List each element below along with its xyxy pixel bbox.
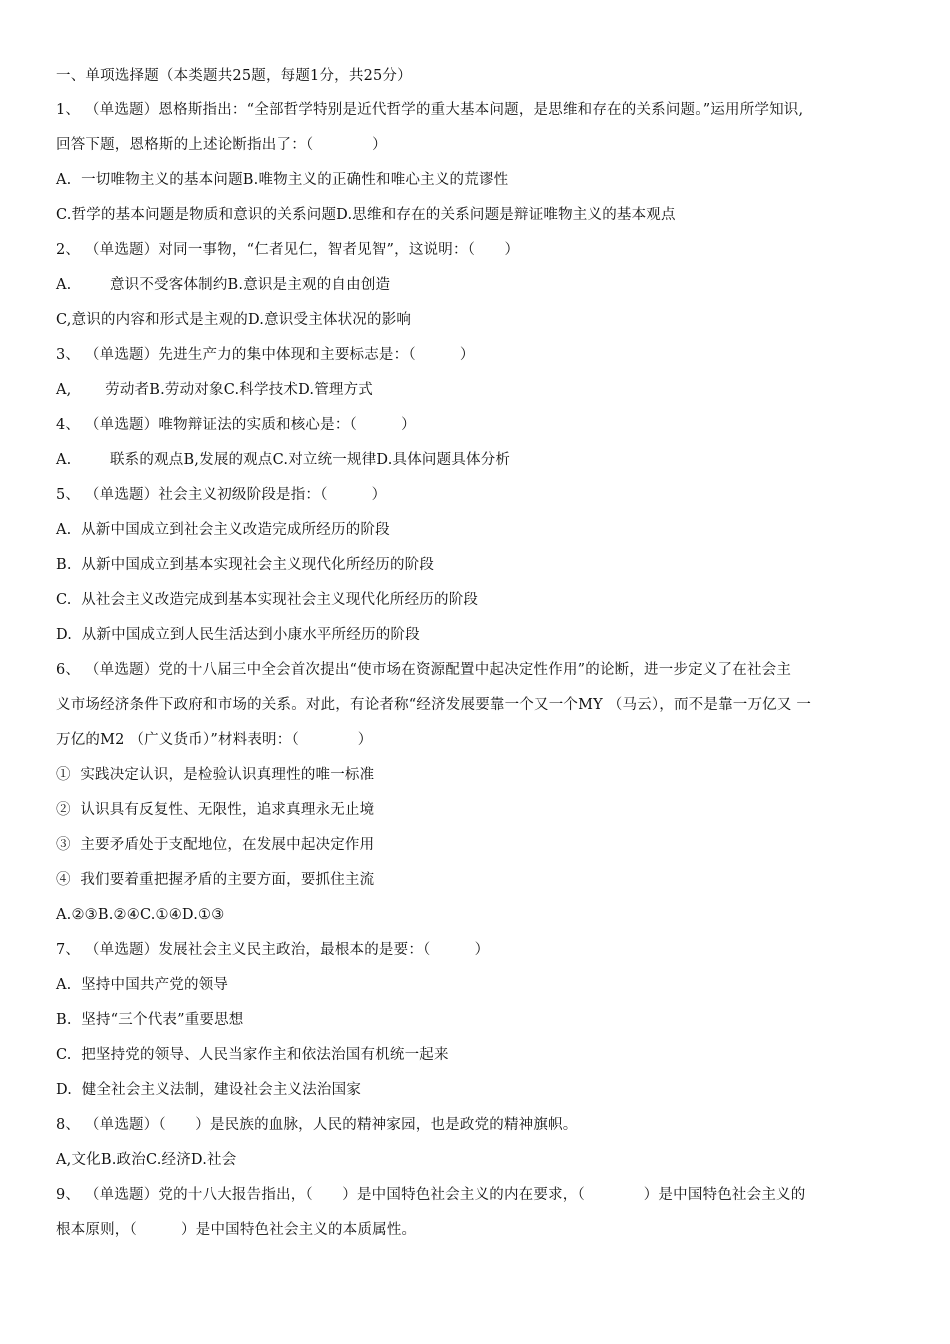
question-3-options: A, 劳动者B.劳动对象C.科学技术D.管理方式 <box>56 382 374 398</box>
section-heading: 一、单项选择题（本类题共25题，每题1分，共25分） <box>56 68 412 84</box>
question-6-statement-3: ③ 主要矛盾处于支配地位，在发展中起决定作用 <box>56 837 375 853</box>
question-6-statement-2: ② 认识具有反复性、无限性，追求真理永无止境 <box>56 802 375 818</box>
question-5-stem: 5、 （单选题）社会主义初级阶段是指：（ ） <box>56 487 387 503</box>
question-6-statement-4: ④ 我们要着重把握矛盾的主要方面，要抓住主流 <box>56 872 375 888</box>
question-2-stem: 2、 （单选题）对同一事物，“仁者见仁，智者见智”，这说明：（ ） <box>56 242 520 258</box>
question-1-stem-cont: 回答下题，恩格斯的上述论断指出了：（ ） <box>56 137 387 153</box>
question-1-stem: 1、 （单选题）恩格斯指出：“全部哲学特别是近代哲学的重大基本问题，是思维和存在的关系问题。”运用所学知识, <box>56 102 804 118</box>
question-7-stem: 7、 （单选题）发展社会主义民主政治，最根本的是要：（ ） <box>56 942 490 958</box>
question-7-option-d: D. 健全社会主义法制，建设社会主义法治国家 <box>56 1082 362 1098</box>
question-5-option-a: A. 从新中国成立到社会主义改造完成所经历的阶段 <box>56 522 390 538</box>
question-6-stem: 6、 （单选题）党的十八届三中全会首次提出“使市场在资源配置中起决定性作用”的论断，进一步定义了在社会主 <box>56 662 792 678</box>
question-6-statement-1: ① 实践决定认识，是检验认识真理性的唯一标准 <box>56 767 375 783</box>
question-6-options: A.②③B.②④C.①④D.①③ <box>56 907 225 923</box>
question-7-option-a: A. 坚持中国共产党的领导 <box>56 977 229 993</box>
question-1-options-ab: A. 一切唯物主义的基本问题B.唯物主义的正确性和唯心主义的荒谬性 <box>56 172 509 188</box>
question-5-option-b: B. 从新中国成立到基本实现社会主义现代化所经历的阶段 <box>56 557 435 573</box>
question-9-stem-cont: 根本原则，（ ）是中国特色社会主义的本质属性。 <box>56 1222 417 1238</box>
question-3-stem: 3、 （单选题）先进生产力的集中体现和主要标志是：（ ） <box>56 347 475 363</box>
question-4-options: A. 联系的观点B,发展的观点C.对立统一规律D.具体问题具体分析 <box>56 452 511 468</box>
question-1-options-cd: C.哲学的基本问题是物质和意识的关系问题D.思维和存在的关系问题是辩证唯物主义的基本观点 <box>56 207 676 223</box>
question-5-option-d: D. 从新中国成立到人民生活达到小康水平所经历的阶段 <box>56 627 420 643</box>
question-4-stem: 4、 （单选题）唯物辩证法的实质和核心是：（ ） <box>56 417 416 433</box>
question-5-option-c: C. 从社会主义改造完成到基本实现社会主义现代化所经历的阶段 <box>56 592 479 608</box>
question-2-options-cd: C,意识的内容和形式是主观的D.意识受主体状况的影响 <box>56 312 412 328</box>
question-8-stem: 8、 （单选题）（ ）是民族的血脉，人民的精神家园，也是政党的精神旗帜。 <box>56 1117 578 1133</box>
question-2-options-ab: A. 意识不受客体制约B.意识是主观的自由创造 <box>56 277 391 293</box>
question-9-stem: 9、 （单选题）党的十八大报告指出，（ ）是中国特色社会主义的内在要求，（ ）是中国特色社会主义的 <box>56 1187 806 1203</box>
question-7-option-b: B. 坚持“三个代表”重要思想 <box>56 1012 244 1028</box>
question-6-stem-end: 万亿的M2 （广义货币）”材料表明：（ ） <box>56 732 373 748</box>
question-7-option-c: C. 把坚持党的领导、人民当家作主和依法治国有机统一起来 <box>56 1047 449 1063</box>
question-8-options: A,文化B.政治C.经济D.社会 <box>56 1152 237 1168</box>
question-6-stem-cont: 义市场经济条件下政府和市场的关系。对此，有论者称“经济发展要靠一个又一个MY （马云），而不是靠一万亿又 一 <box>56 697 812 713</box>
